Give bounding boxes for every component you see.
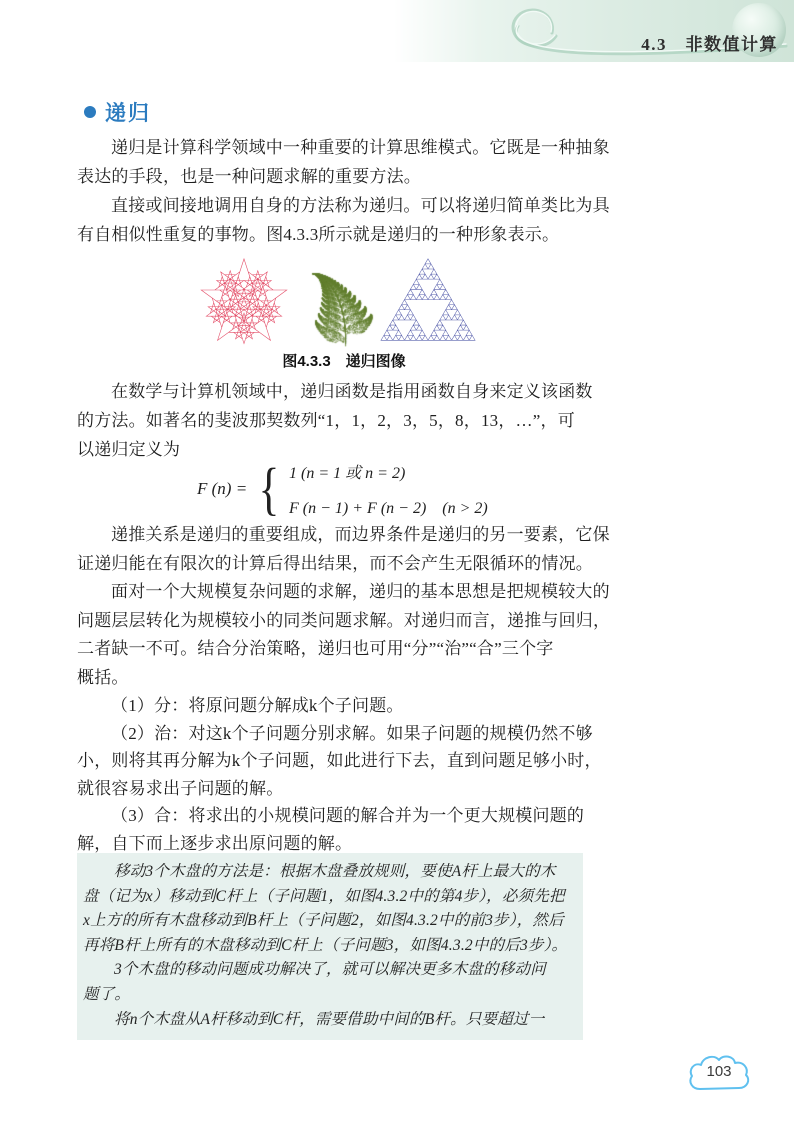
text-line: 面对一个大规模复杂问题的求解，递归的基本思想是把规模较大的 [111, 582, 610, 601]
text-line: 3个木盘的移动问题成功解决了，就可以解决更多木盘的移动问 [114, 961, 546, 979]
paragraph-divide-conquer [77, 578, 611, 692]
divide-conquer-list [77, 692, 611, 857]
paragraph-fibonacci [77, 377, 611, 464]
header-band [394, 0, 794, 62]
text-line: 有自相似性重复的事物。图4.3.3所示就是递归的一种形象表示。 [77, 225, 560, 244]
paragraph-definition [77, 191, 611, 249]
text-line: 问题层层转化为规模较小的同类问题求解。对递归而言，递推与回归， [77, 610, 611, 630]
text-line: 盘（记为x）移动到C杆上（子问题1，如图4.3.2中的第4步），必须先把 [83, 887, 565, 905]
text-line: 概括。 [77, 667, 129, 687]
text-line: 移动3个木盘的方法是：根据木盘叠放规则，要使A杆上最大的木 [114, 863, 556, 880]
text-line: 递推关系是递归的重要组成，而边界条件是递归的另一要素，它保 [111, 525, 610, 544]
text-line: 递归是计算科学领域中一种重要的计算思维模式。它既是一种抽象 [111, 138, 610, 157]
text-line: 以递归定义为 [77, 440, 181, 459]
paragraph-intro [77, 133, 611, 191]
hanoi-hint-box [77, 853, 583, 1040]
list-item-divide: （1）分：将原问题分解成k个子问题。 [111, 696, 404, 715]
heading-label: 递归 [105, 102, 151, 125]
formula-lhs: F (n) = [197, 479, 248, 498]
page-number-cloud [686, 1049, 752, 1099]
text-line: 在数学与计算机领域中，递归函数是指用函数自身来定义该函数 [111, 382, 593, 401]
fern-image [308, 271, 374, 347]
text-line: 的方法。如著名的斐波那契数列“1，1，2，3，5，8，13，…”，可 [77, 411, 575, 430]
formula-brace: { [258, 456, 280, 521]
text-line: 就很容易求出子问题的解。 [77, 778, 284, 798]
text-line: x上方的所有木盘移动到B杆上（子问题2，如图4.3.2中的前3步），然后 [83, 912, 564, 930]
bullet-icon [84, 106, 96, 118]
fractal-star-image [195, 253, 293, 347]
section-label: 4.3 非数值计算 [641, 35, 778, 54]
paragraph-boundary [77, 520, 611, 578]
text-line: 直接或间接地调用自身的方法称为递归。可以将递归简单类比为具 [111, 196, 610, 215]
fibonacci-formula [197, 456, 488, 521]
list-item-combine: （3）合：将求出的小规模问题的解合并为一个更大规模问题的 [111, 806, 585, 825]
text-line: 表达的手段，也是一种问题求解的重要方法。 [77, 167, 421, 186]
text-line: 解，自下而上逐步求出原问题的解。 [77, 833, 353, 853]
formula-case-recursive: F (n − 1) + F (n − 2) (n > 2) [289, 500, 488, 517]
section-heading [84, 97, 151, 127]
text-line: 将n个木盘从A杆移动到C杆，需要借助中间的B杆。只要超过一 [114, 1010, 545, 1028]
list-item-conquer: （2）治：对这k个子问题分别求解。如果子问题的规模仍然不够 [111, 723, 593, 743]
text-line: 证递归能在有限次的计算后得出结果，而不会产生无限循环的情况。 [77, 554, 593, 573]
text-line: 再将B杆上所有的木盘移动到C杆上（子问题3，如图4.3.2中的后3步）。 [83, 936, 568, 954]
text-line: 二者缺一不可。结合分治策略，递归也可用“分”“治”“合”三个字 [77, 639, 554, 658]
text-line: 题了。 [83, 985, 131, 1003]
page-number: 103 [706, 1063, 732, 1080]
formula-case-base: 1 (n = 1 或 n = 2) [289, 465, 406, 482]
text-line: 小，则将其再分解为k个子问题，如此进行下去，直到问题足够小时， [77, 751, 602, 770]
sierpinski-triangle-image [380, 258, 476, 342]
figure-caption: 图4.3.3 递归图像 [282, 353, 406, 370]
